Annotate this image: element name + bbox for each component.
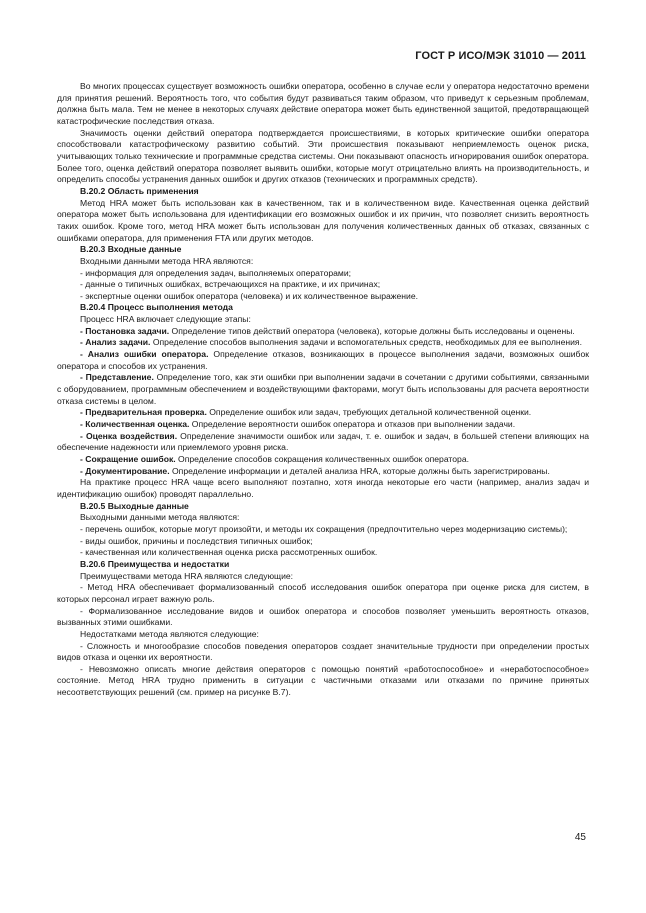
section-heading: В.20.4 Процесс выполнения метода: [80, 302, 233, 313]
stage-paragraph: [57, 337, 589, 349]
stage-description: Определение способов сокращения количественных ошибок оператора.: [175, 454, 469, 464]
stage-paragraph: [57, 372, 589, 407]
stage-description: Определение значимости ошибок или задач, т. е. ошибок и задач, в большей степени влияющих на обеспечение надежности или приемлемого уровня риска.: [57, 430, 589, 453]
stage-paragraph: [57, 407, 589, 419]
stage-term: - Количественная оценка.: [80, 419, 190, 430]
body-text: [57, 81, 589, 699]
body-paragraph: - Сложность и многообразие способов поведения операторов создает значительные трудности при определении простых видов отказа и оценки их вероятности.: [57, 640, 589, 663]
section-heading: В.20.6 Преимущества и недостатки: [80, 558, 230, 569]
stage-paragraph: [57, 466, 589, 478]
body-paragraph: - Метод HRA обеспечивает формализованный способ исследования ошибок оператора при оценке риска для систем, в которых персонал играет важную роль.: [57, 582, 589, 604]
stage-description: Определение ошибок или задач, требующих детальной количественной оценки.: [206, 407, 532, 418]
stage-term: - Предварительная проверка.: [80, 407, 207, 418]
body-paragraph: - Формализованное исследование видов и ошибок оператора и способов позволяет уменьшить вероятность отказов, вызванных этими ошибками.: [57, 605, 589, 628]
section-heading: В.20.5 Выходные данные: [80, 500, 189, 511]
stage-paragraph: [57, 349, 589, 372]
body-paragraph: Выходными данными метода являются:: [80, 512, 240, 523]
section-heading: В.20.3 Входные данные: [80, 244, 182, 255]
stage-description: Определение информации и деталей анализа HRA, которые должны быть зарегистрированы.: [169, 465, 550, 476]
body-paragraph: Процесс HRA включает следующие этапы:: [80, 314, 251, 325]
stage-description: Определение того, как эти ошибки при выполнении задачи в сочетании с другими событиями, связанными с оборудованием, программным обеспечением и воздействующими факторами, могут быть использованы для расчета вероятности отказа системы в целом.: [57, 372, 590, 406]
body-paragraph: - данные о типичных ошибках, встречающихся на практике, и их причинах;: [80, 279, 381, 290]
stage-term: - Представление.: [80, 372, 154, 383]
body-paragraph: - качественная или количественная оценка риска рассмотренных ошибок.: [80, 547, 378, 558]
body-paragraph: - виды ошибок, причины и последствия типичных ошибок;: [80, 535, 313, 546]
stage-term: - Сокращение ошибок.: [80, 454, 176, 464]
stage-description: Определение вероятности ошибок оператора и отказов при выполнении задачи.: [189, 419, 516, 430]
stage-description: Определение отказов, возникающих в процессе выполнения задачи, возможных ошибок оператора и способов их устранения.: [57, 349, 589, 371]
document-code-header: ГОСТ Р ИСО/МЭК 31010 — 2011: [415, 50, 586, 62]
stage-paragraph: [57, 326, 589, 338]
section-heading: В.20.2 Область применения: [80, 185, 199, 196]
body-paragraph: - информация для определения задач, выполняемых операторами;: [80, 267, 352, 278]
page-number: 45: [574, 832, 586, 843]
stage-term: - Анализ задачи.: [80, 337, 151, 348]
body-paragraph: Метод HRA может быть использован как в качественном, так и в количественном виде. Качественная оценка действий оператора может быть использована для идентификации его возможных ошибок и их причин, что позволяет снизить вероятность таких ошибок. Кроме того, метод HRA может быть использован для получения количественных данных об отказах, связанных с ошибками оператора, для применения FTA или других методов.: [57, 197, 589, 243]
body-paragraph: На практике процесс HRA чаще всего выполняют поэтапно, хотя иногда некоторые его части (например, анализ задач и идентификацию ошибок) проводят параллельно.: [57, 477, 589, 499]
body-paragraph: Значимость оценки действий оператора подтверждается происшествиями, в которых критические ошибки оператора способствовали катастрофическому развитию событий. Эти происшествия показывают неприемлемость оценок риска, учитывающих только технические и программные средства системы. Они показывают опасность игнорирования ошибок оператора. Более того, оценка действий оператора позволяет выявить ошибки, которые могут отрицательно влиять на производительность, и определить способы устранения данных ошибок и других отказов (технических и программных средств).: [57, 127, 589, 185]
stage-term: - Оценка воздействия.: [80, 430, 178, 441]
body-paragraph: Преимуществами метода HRA являются следующие:: [80, 570, 294, 581]
body-paragraph: Во многих процессах существует возможность ошибки оператора, особенно в случае если у оператора недостаточно времени для принятия решений. Вероятность того, что события будут развиваться таким образом, что приведут к серьезным проблемам, должна быть мала. Тем не менее в некоторых случаях действие оператора может быть единственной защитой, предотвращающей катастрофические последствия отказа.: [57, 81, 589, 126]
body-paragraph: - Невозможно описать многие действия операторов с помощью понятий «работоспособное» и «неработоспособное» состояние. Метод HRA трудно применить в ситуации с частичными отказами или отказами по причине принятых несоответствующих решений (см. пример на рисунке В.7).: [57, 663, 589, 698]
stage-term: - Документирование.: [80, 465, 170, 476]
stage-paragraph: [57, 454, 589, 466]
stage-term: - Анализ ошибки оператора.: [80, 349, 209, 360]
stage-paragraph: [57, 431, 589, 454]
stage-paragraph: [57, 419, 589, 431]
body-paragraph: - перечень ошибок, которые могут произойти, и методы их сокращения (предпочтительно через модернизацию системы);: [80, 523, 568, 534]
stage-term: - Постановка задачи.: [80, 325, 170, 336]
body-paragraph: Входными данными метода HRA являются:: [80, 255, 254, 266]
body-paragraph: - экспертные оценки ошибок оператора (человека) и их количественное выражение.: [80, 290, 418, 301]
stage-description: Определение способов выполнения задачи и вспомогательных средств, необходимых для ее выполнения.: [150, 337, 582, 348]
stage-description: Определение типов действий оператора (человека), которые должны быть исследованы и оценены.: [169, 325, 575, 336]
body-paragraph: Недостатками метода являются следующие:: [80, 628, 259, 639]
